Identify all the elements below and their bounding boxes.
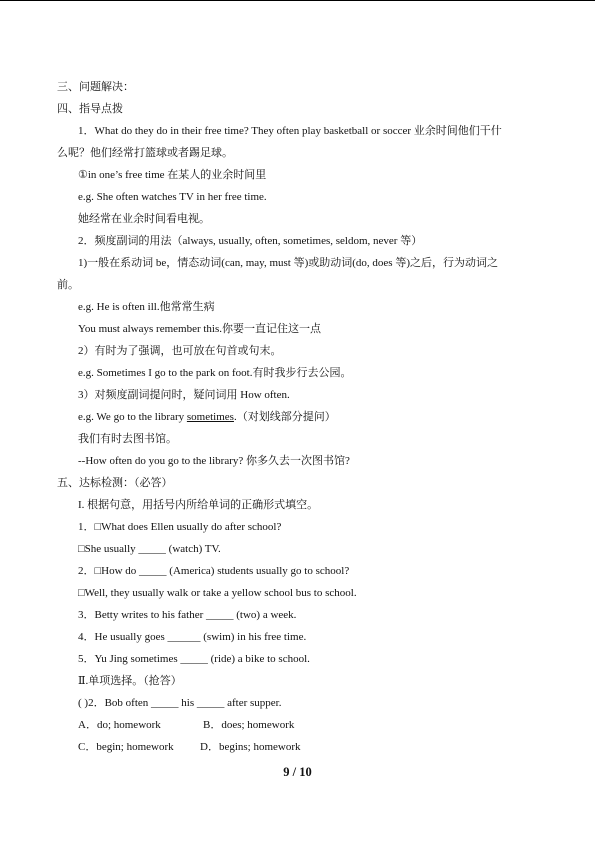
rule-3: 3）对频度副词提问时，疑问词用 How often. <box>78 389 290 401</box>
option-a: A．do; homework <box>78 719 161 731</box>
example-library-underlined-word: sometimes <box>186 411 234 423</box>
page-top-rule <box>0 0 595 1</box>
question-1a: 1．□What does Ellen usually do after school? <box>78 521 282 533</box>
point-1-line-1: 1．What do they do in their free time? They often play basketball or soccer 业余时间他们干什 <box>78 125 502 137</box>
question-5: 5．Yu Jing sometimes _____ (ride) a bike to school. <box>78 653 310 665</box>
question-2b: □Well, they usually walk or take a yellow school bus to school. <box>78 587 357 599</box>
option-d: D．begins; homework <box>200 741 301 753</box>
section-five-heading: 五、达标检测：（必答） <box>57 477 173 489</box>
example-always-remember: You must always remember this.你要一直记住这一点 <box>78 323 322 335</box>
exercise-2-heading: Ⅱ.单项选择。（抢答） <box>78 675 182 687</box>
page-number: 9 / 10 <box>283 765 312 779</box>
example-watches-tv-translation: 她经常在业余时间看电视。 <box>78 213 210 225</box>
example-library-question <box>78 410 336 424</box>
rule-1-line-2: 前。 <box>57 279 79 291</box>
rule-2: 2）有时为了强调，也可放在句首或句末。 <box>78 345 282 357</box>
example-how-often-answer: --How often do you go to the library? 你多久去一次图书馆? <box>78 455 350 467</box>
question-1b: □She usually _____ (watch) TV. <box>78 543 221 555</box>
rule-1-line-1: 1)一般在系动词 be，情态动词(can, may, must 等)或助动词(do, does 等)之后，行为动词之 <box>78 257 498 269</box>
example-library-translation: 我们有时去图书馆。 <box>78 433 177 445</box>
example-sometimes-park: e.g. Sometimes I go to the park on foot.有时我步行去公园。 <box>78 367 352 379</box>
example-often-ill: e.g. He is often ill.他常常生病 <box>78 301 215 313</box>
section-three-heading: 三、问题解决： <box>57 81 134 93</box>
question-3: 3．Betty writes to his father _____ (two) a week. <box>78 609 297 621</box>
question-2a: 2．□How do _____ (America) students usually go to school? <box>78 565 350 577</box>
section-four-heading: 四、指导点拨 <box>57 103 123 115</box>
point-1-line-2: 么呢？他们经常打篮球或者踢足球。 <box>57 147 233 159</box>
option-b: B．does; homework <box>203 719 295 731</box>
question-4: 4．He usually goes ______ (swim) in his free time. <box>78 631 307 643</box>
choice-question-2: ( )2．Bob often _____ his _____ after supper. <box>78 697 282 709</box>
example-watches-tv: e.g. She often watches TV in her free time. <box>78 191 267 203</box>
example-library-prefix: e.g. We go to the library <box>78 411 187 423</box>
point-2-heading: 2．频度副词的用法（always, usually, often, sometimes, seldom, never 等） <box>78 235 423 247</box>
example-library-suffix: .（对划线部分提问） <box>233 411 336 423</box>
exercise-1-instruction: I. 根据句意，用括号内所给单词的正确形式填空。 <box>78 499 319 511</box>
phrase-free-time: ①in one’s free time 在某人的业余时间里 <box>78 169 267 181</box>
option-c: C．begin; homework <box>78 741 174 753</box>
